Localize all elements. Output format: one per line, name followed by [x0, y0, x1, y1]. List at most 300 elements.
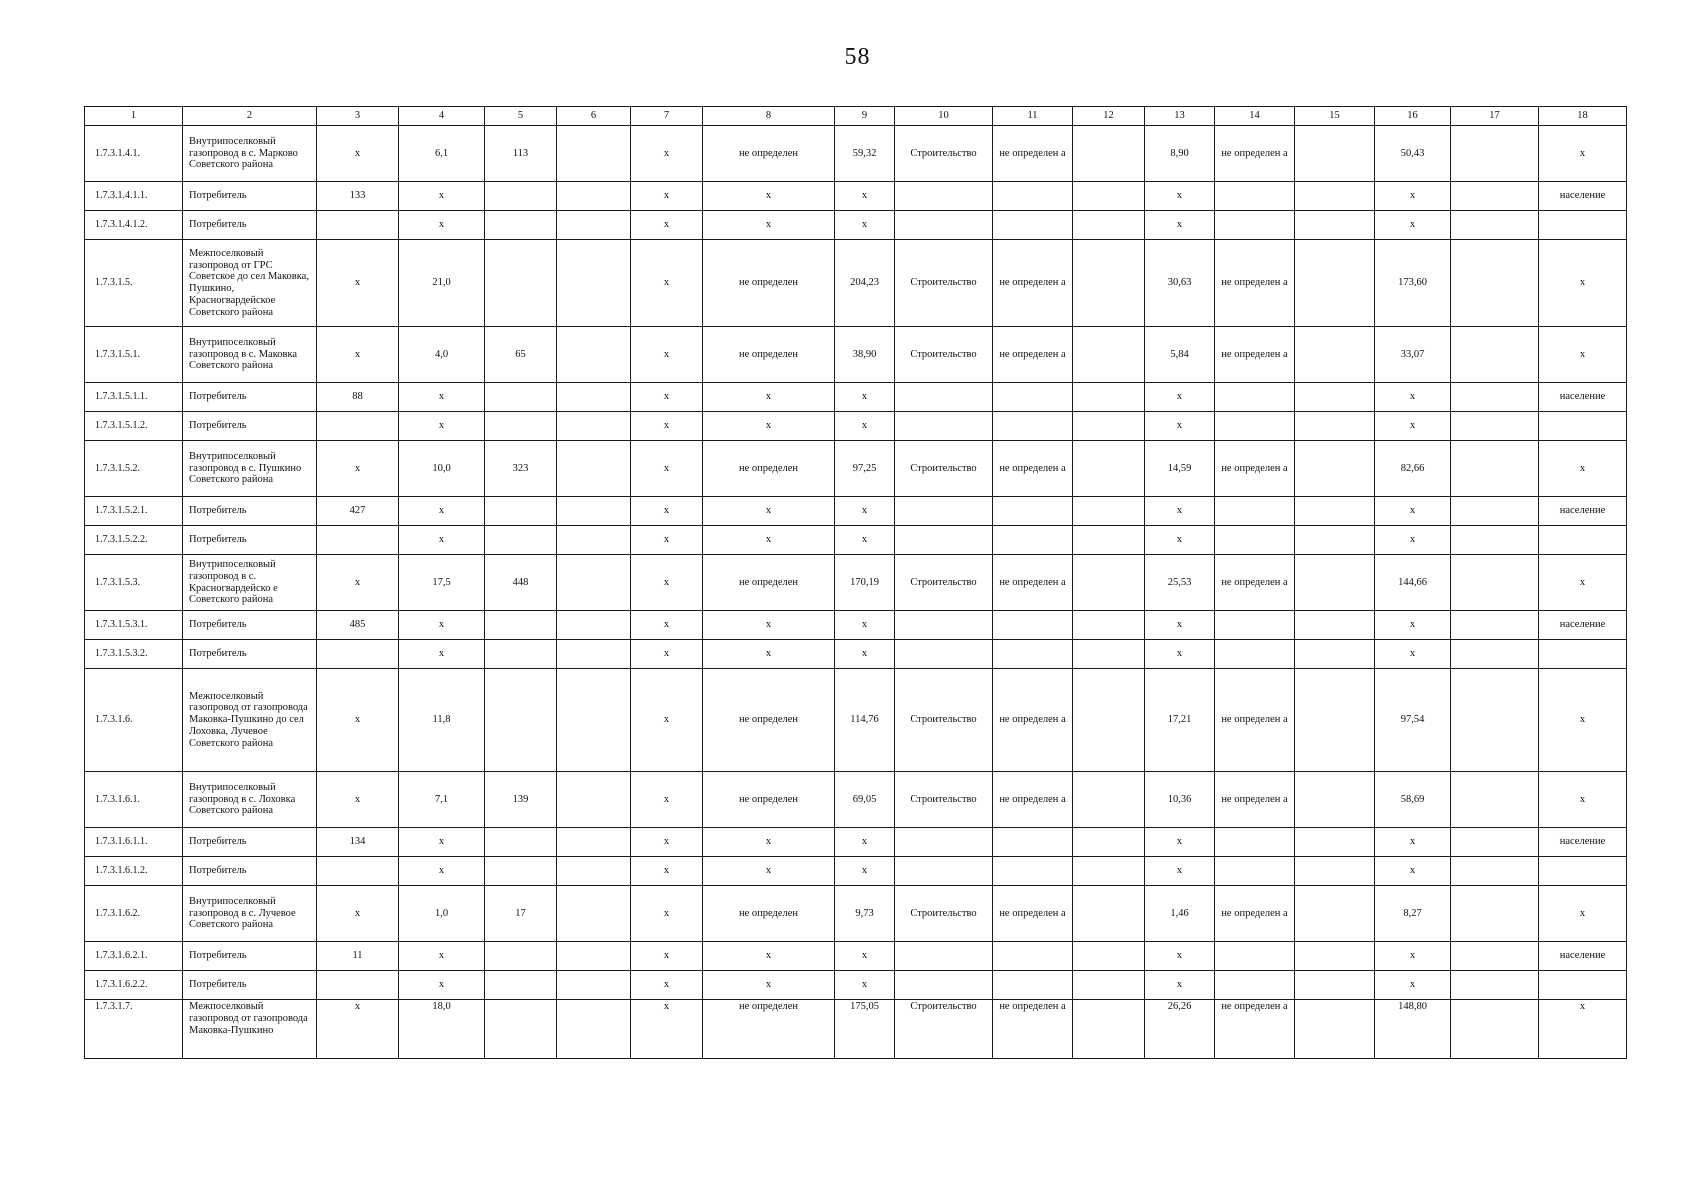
table-cell — [1215, 412, 1295, 441]
row-name: Межпоселковый газопровод от ГРС Советское до сел Маковка, Пушкино, Красногвардейское Советского района — [183, 240, 317, 327]
table-cell — [1295, 182, 1375, 211]
table-cell: x — [1375, 828, 1451, 857]
table-cell — [1073, 886, 1145, 942]
row-code: 1.7.3.1.4.1.1. — [85, 182, 183, 211]
table-cell: x — [1375, 383, 1451, 412]
row-name: Потребитель — [183, 828, 317, 857]
table-cell — [1073, 1000, 1145, 1059]
table-row — [85, 611, 1627, 640]
table-cell — [557, 126, 631, 182]
row-code: 1.7.3.1.6.2. — [85, 886, 183, 942]
table-cell — [1073, 772, 1145, 828]
table-cell: x — [703, 611, 835, 640]
table-cell: x — [835, 611, 895, 640]
row-name: Межпоселковый газопровод от газопровода Маковка-Пушкино — [183, 1000, 317, 1059]
table-cell: x — [631, 611, 703, 640]
column-header: 18 — [1539, 107, 1627, 126]
table-cell: не определен а — [1215, 441, 1295, 497]
table-row — [85, 126, 1627, 182]
table-row — [85, 886, 1627, 942]
table-cell: 18,0 — [399, 1000, 485, 1059]
table-cell: x — [1145, 383, 1215, 412]
page-number: 58 — [844, 44, 871, 70]
table-cell: 82,66 — [1375, 441, 1451, 497]
table-cell — [895, 182, 993, 211]
table-cell: x — [631, 886, 703, 942]
table-cell — [557, 886, 631, 942]
row-code: 1.7.3.1.4.1. — [85, 126, 183, 182]
column-header: 6 — [557, 107, 631, 126]
table-cell — [895, 211, 993, 240]
row-code: 1.7.3.1.5.1. — [85, 327, 183, 383]
table-cell — [895, 828, 993, 857]
table-cell: 4,0 — [399, 327, 485, 383]
table-cell — [895, 942, 993, 971]
table-cell: x — [1375, 182, 1451, 211]
row-name: Потребитель — [183, 971, 317, 1000]
table-cell — [1451, 857, 1539, 886]
table-row — [85, 669, 1627, 772]
table-cell — [1451, 971, 1539, 1000]
table-cell: x — [703, 971, 835, 1000]
column-header: 5 — [485, 107, 557, 126]
table-cell — [1073, 526, 1145, 555]
table-cell: x — [1145, 971, 1215, 1000]
table-cell — [1451, 182, 1539, 211]
table-cell — [1295, 611, 1375, 640]
table-cell — [485, 1000, 557, 1059]
row-name: Межпоселковый газопровод от газопровода Маковка-Пушкино до сел Лоховка, Лучевое Советского района — [183, 669, 317, 772]
table-cell: x — [1375, 971, 1451, 1000]
table-cell: 33,07 — [1375, 327, 1451, 383]
table-cell — [1215, 971, 1295, 1000]
table-cell: x — [317, 327, 399, 383]
table-cell: x — [1539, 772, 1627, 828]
row-code: 1.7.3.1.5.2.1. — [85, 497, 183, 526]
table-cell: 97,54 — [1375, 669, 1451, 772]
table-cell: x — [703, 383, 835, 412]
row-code: 1.7.3.1.5.3.1. — [85, 611, 183, 640]
row-name: Потребитель — [183, 526, 317, 555]
table-row — [85, 1000, 1627, 1059]
row-name: Потребитель — [183, 640, 317, 669]
table-cell — [557, 327, 631, 383]
table-cell: x — [703, 497, 835, 526]
table-cell — [1215, 857, 1295, 886]
table-cell: не определен а — [1215, 126, 1295, 182]
table-row — [85, 526, 1627, 555]
table-cell: не определен а — [1215, 772, 1295, 828]
table-cell: не определен а — [993, 1000, 1073, 1059]
table-cell: x — [1539, 327, 1627, 383]
table-cell: x — [631, 555, 703, 611]
table-cell: x — [835, 857, 895, 886]
table-cell: x — [399, 182, 485, 211]
table-cell: x — [399, 497, 485, 526]
table-cell: 148,80 — [1375, 1000, 1451, 1059]
table-body — [85, 107, 1627, 1059]
table-cell — [485, 611, 557, 640]
table-cell — [1295, 857, 1375, 886]
table-cell: x — [835, 640, 895, 669]
table-cell: не определен а — [1215, 327, 1295, 383]
table-cell: x — [631, 327, 703, 383]
table-cell: 175,05 — [835, 1000, 895, 1059]
column-header: 3 — [317, 107, 399, 126]
table-cell — [317, 640, 399, 669]
table-row — [85, 441, 1627, 497]
table-cell: 113 — [485, 126, 557, 182]
table-cell — [1215, 182, 1295, 211]
table-cell — [1451, 555, 1539, 611]
table-cell — [895, 383, 993, 412]
table-cell — [1451, 126, 1539, 182]
table-cell: 448 — [485, 555, 557, 611]
table-cell: 17,21 — [1145, 669, 1215, 772]
table-cell: x — [1539, 669, 1627, 772]
table-cell: x — [1145, 497, 1215, 526]
table-row — [85, 828, 1627, 857]
table-cell — [1539, 857, 1627, 886]
table-cell — [1451, 669, 1539, 772]
row-code: 1.7.3.1.5.1.1. — [85, 383, 183, 412]
table-cell — [557, 828, 631, 857]
table-cell: x — [1375, 497, 1451, 526]
table-cell — [485, 828, 557, 857]
table-cell: x — [631, 412, 703, 441]
table-cell: x — [631, 857, 703, 886]
table-cell — [1295, 971, 1375, 1000]
table-cell: 7,1 — [399, 772, 485, 828]
table-cell — [557, 971, 631, 1000]
table-cell: 59,32 — [835, 126, 895, 182]
row-name: Внутрипоселковый газопровод в с. Лоховка Советского района — [183, 772, 317, 828]
table-cell: x — [835, 828, 895, 857]
table-cell: x — [835, 383, 895, 412]
table-cell: не определен — [703, 669, 835, 772]
table-cell: 134 — [317, 828, 399, 857]
row-code: 1.7.3.1.5.3. — [85, 555, 183, 611]
table-cell — [485, 412, 557, 441]
data-table — [84, 106, 1627, 1059]
table-cell: x — [1145, 611, 1215, 640]
table-cell — [895, 526, 993, 555]
table-cell: x — [1145, 640, 1215, 669]
table-cell — [1295, 441, 1375, 497]
table-cell: x — [631, 772, 703, 828]
table-cell: x — [703, 526, 835, 555]
table-cell — [1451, 611, 1539, 640]
table-cell — [993, 828, 1073, 857]
table-cell: Строительство — [895, 669, 993, 772]
table-cell: не определен а — [993, 240, 1073, 327]
row-code: 1.7.3.1.6.1.1. — [85, 828, 183, 857]
table-cell — [1295, 772, 1375, 828]
table-cell: x — [835, 971, 895, 1000]
table-cell: не определен а — [993, 441, 1073, 497]
row-name: Внутрипоселковый газопровод в с. Маковка Советского района — [183, 327, 317, 383]
table-cell — [1295, 942, 1375, 971]
table-cell: 8,27 — [1375, 886, 1451, 942]
table-cell: x — [1539, 126, 1627, 182]
column-header: 17 — [1451, 107, 1539, 126]
table-cell: x — [1539, 555, 1627, 611]
table-cell — [557, 182, 631, 211]
table-cell — [1539, 211, 1627, 240]
column-header: 15 — [1295, 107, 1375, 126]
table-cell: x — [399, 412, 485, 441]
table-cell: не определен а — [993, 327, 1073, 383]
table-cell — [1451, 526, 1539, 555]
column-header: 16 — [1375, 107, 1451, 126]
table-cell: x — [317, 126, 399, 182]
table-cell — [1215, 640, 1295, 669]
row-code: 1.7.3.1.6. — [85, 669, 183, 772]
table-cell: 14,59 — [1145, 441, 1215, 497]
table-cell: население — [1539, 383, 1627, 412]
table-cell: 10,0 — [399, 441, 485, 497]
table-cell: 1,0 — [399, 886, 485, 942]
table-cell: 17 — [485, 886, 557, 942]
table-cell: 10,36 — [1145, 772, 1215, 828]
table-cell — [1073, 211, 1145, 240]
table-cell — [317, 857, 399, 886]
table-cell — [1295, 669, 1375, 772]
table-cell — [1295, 412, 1375, 441]
table-cell: не определен а — [993, 886, 1073, 942]
table-cell: x — [1539, 240, 1627, 327]
table-cell — [1451, 1000, 1539, 1059]
table-cell — [1295, 1000, 1375, 1059]
table-cell: 170,19 — [835, 555, 895, 611]
row-name: Потребитель — [183, 497, 317, 526]
table-cell: не определен — [703, 555, 835, 611]
table-cell — [993, 211, 1073, 240]
table-cell: x — [835, 412, 895, 441]
table-cell: x — [703, 640, 835, 669]
table-cell: 173,60 — [1375, 240, 1451, 327]
table-cell: 323 — [485, 441, 557, 497]
table-cell: x — [1375, 857, 1451, 886]
column-header: 12 — [1073, 107, 1145, 126]
table-cell — [1215, 211, 1295, 240]
table-cell — [993, 182, 1073, 211]
table-cell — [557, 611, 631, 640]
table-cell — [1451, 412, 1539, 441]
table-row — [85, 412, 1627, 441]
table-cell: x — [631, 1000, 703, 1059]
table-cell: 65 — [485, 327, 557, 383]
table-cell: x — [703, 211, 835, 240]
row-name: Потребитель — [183, 942, 317, 971]
table-cell: 11 — [317, 942, 399, 971]
table-cell — [1295, 886, 1375, 942]
table-cell: x — [399, 828, 485, 857]
table-cell: x — [1375, 526, 1451, 555]
table-cell — [1073, 240, 1145, 327]
table-cell: x — [631, 383, 703, 412]
table-cell: x — [399, 971, 485, 1000]
table-cell — [1295, 211, 1375, 240]
table-cell: Строительство — [895, 1000, 993, 1059]
table-cell — [1539, 412, 1627, 441]
table-row — [85, 240, 1627, 327]
table-cell: x — [1145, 182, 1215, 211]
table-cell: x — [317, 886, 399, 942]
table-cell — [1073, 555, 1145, 611]
table-cell — [557, 942, 631, 971]
table-cell — [1295, 828, 1375, 857]
table-cell — [1295, 497, 1375, 526]
table-cell: 30,63 — [1145, 240, 1215, 327]
table-cell — [485, 497, 557, 526]
table-cell: x — [399, 383, 485, 412]
table-cell: население — [1539, 611, 1627, 640]
table-cell: не определен а — [993, 669, 1073, 772]
table-cell: x — [399, 526, 485, 555]
table-cell: 21,0 — [399, 240, 485, 327]
table-cell: Строительство — [895, 126, 993, 182]
table-cell — [993, 383, 1073, 412]
table-cell — [1215, 942, 1295, 971]
table-cell — [485, 383, 557, 412]
table-cell — [557, 211, 631, 240]
table-cell: x — [1375, 611, 1451, 640]
table-cell — [485, 971, 557, 1000]
table-cell: x — [631, 126, 703, 182]
table-cell — [485, 942, 557, 971]
table-cell — [557, 669, 631, 772]
table-cell: не определен а — [1215, 886, 1295, 942]
table-cell — [993, 497, 1073, 526]
table-cell: не определен — [703, 886, 835, 942]
table-cell — [1451, 828, 1539, 857]
table-cell: x — [1145, 857, 1215, 886]
table-cell: x — [1145, 412, 1215, 441]
table-cell: x — [399, 611, 485, 640]
table-cell: Строительство — [895, 886, 993, 942]
row-code: 1.7.3.1.5.2. — [85, 441, 183, 497]
row-name: Внутрипоселковый газопровод в с. Пушкино Советского района — [183, 441, 317, 497]
table-cell — [557, 441, 631, 497]
table-cell: x — [399, 857, 485, 886]
table-cell: 6,1 — [399, 126, 485, 182]
table-cell: 38,90 — [835, 327, 895, 383]
table-cell: население — [1539, 497, 1627, 526]
table-row — [85, 182, 1627, 211]
row-name: Потребитель — [183, 182, 317, 211]
table-cell — [895, 611, 993, 640]
row-name: Внутрипоселковый газопровод в с. Лучевое Советского района — [183, 886, 317, 942]
table-cell — [993, 412, 1073, 441]
table-cell — [557, 640, 631, 669]
table-cell: население — [1539, 828, 1627, 857]
column-header: 2 — [183, 107, 317, 126]
row-code: 1.7.3.1.4.1.2. — [85, 211, 183, 240]
table-cell — [485, 640, 557, 669]
table-cell — [895, 857, 993, 886]
table-cell — [1539, 971, 1627, 1000]
row-name: Потребитель — [183, 211, 317, 240]
table-cell: x — [399, 640, 485, 669]
table-cell — [1073, 441, 1145, 497]
table-cell — [1073, 497, 1145, 526]
table-cell — [317, 526, 399, 555]
table-cell — [895, 971, 993, 1000]
table-cell — [1215, 526, 1295, 555]
row-code: 1.7.3.1.6.1.2. — [85, 857, 183, 886]
table-cell: не определен — [703, 1000, 835, 1059]
table-cell: x — [317, 441, 399, 497]
table-cell: x — [631, 497, 703, 526]
table-cell — [1451, 497, 1539, 526]
table-cell: x — [631, 942, 703, 971]
table-cell: не определен а — [993, 555, 1073, 611]
row-name: Потребитель — [183, 412, 317, 441]
table-cell: x — [399, 942, 485, 971]
row-name: Потребитель — [183, 611, 317, 640]
table-cell: x — [631, 669, 703, 772]
table-cell: x — [835, 211, 895, 240]
table-cell — [1451, 942, 1539, 971]
table-cell: x — [317, 555, 399, 611]
table-cell: 5,84 — [1145, 327, 1215, 383]
table-cell — [485, 526, 557, 555]
column-header: 11 — [993, 107, 1073, 126]
table-cell: население — [1539, 182, 1627, 211]
row-code: 1.7.3.1.5.1.2. — [85, 412, 183, 441]
table-cell: x — [631, 182, 703, 211]
table-cell: 26,26 — [1145, 1000, 1215, 1059]
table-cell — [485, 240, 557, 327]
table-cell: x — [631, 971, 703, 1000]
table-cell — [1451, 441, 1539, 497]
table-cell: x — [1539, 1000, 1627, 1059]
table-cell: x — [1375, 211, 1451, 240]
table-cell: Строительство — [895, 772, 993, 828]
table-cell: 69,05 — [835, 772, 895, 828]
table-cell — [993, 942, 1073, 971]
table-cell — [1295, 327, 1375, 383]
table-cell — [317, 971, 399, 1000]
table-cell — [993, 611, 1073, 640]
table-cell — [1073, 383, 1145, 412]
table-cell — [485, 182, 557, 211]
table-cell — [993, 857, 1073, 886]
table-cell: не определен — [703, 240, 835, 327]
table-cell — [1295, 555, 1375, 611]
table-cell: x — [835, 182, 895, 211]
table-cell: x — [703, 828, 835, 857]
table-cell: x — [317, 772, 399, 828]
table-cell: x — [703, 182, 835, 211]
column-header: 1 — [85, 107, 183, 126]
column-header: 14 — [1215, 107, 1295, 126]
table-cell — [1539, 640, 1627, 669]
table-cell: x — [631, 211, 703, 240]
table-cell — [895, 640, 993, 669]
table-cell: 9,73 — [835, 886, 895, 942]
table-cell: x — [1145, 526, 1215, 555]
table-cell: Строительство — [895, 327, 993, 383]
table-cell: x — [1145, 942, 1215, 971]
table-cell: не определен а — [1215, 669, 1295, 772]
table-row — [85, 772, 1627, 828]
table-row — [85, 383, 1627, 412]
table-row — [85, 971, 1627, 1000]
table-cell: x — [835, 497, 895, 526]
table-cell: x — [703, 857, 835, 886]
